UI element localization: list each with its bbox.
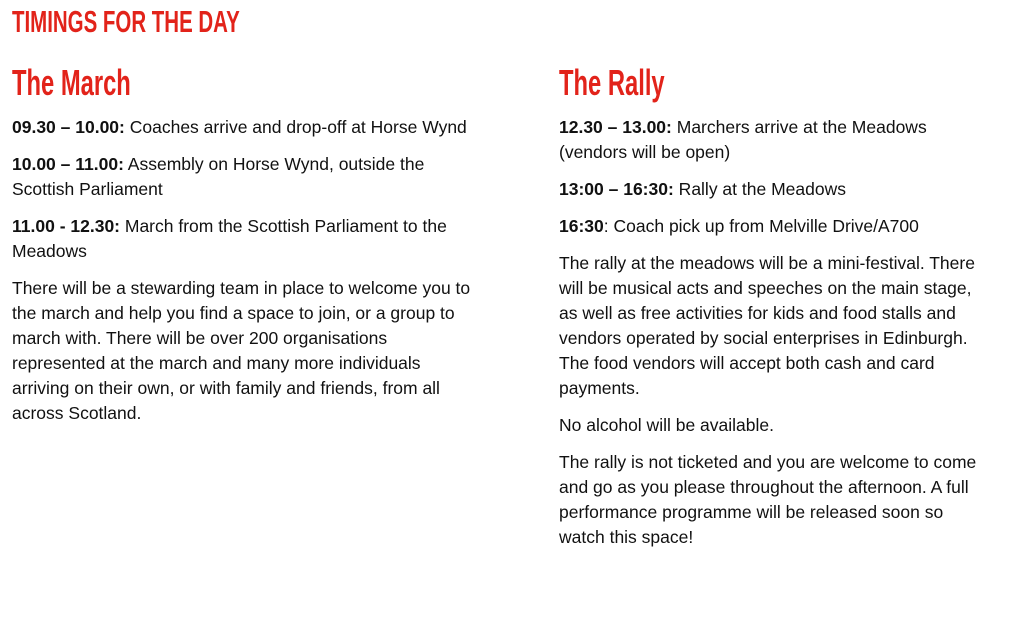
rally-schedule-item xyxy=(559,214,989,239)
schedule-time: 10.00 – 11.00: xyxy=(12,154,124,174)
march-description: There will be a stewarding team in place to welcome you to the march and help you find a space to join, or a group to march with. There will be over 200 organisations represented at the march and many more individuals arriving on their own, or with family and friends, from all across Scotland. xyxy=(12,278,471,423)
schedule-text: March from the Scottish Parliament to the Meadows xyxy=(12,216,447,261)
page-heading: TIMINGS FOR THE DAY xyxy=(12,4,240,39)
rally-schedule-item xyxy=(559,115,989,165)
march-title: The March xyxy=(12,62,131,103)
rally-paragraph: The rally at the meadows will be a mini-festival. There will be musical acts and speeches on the main stage, as well as free activities for kids and food stalls and vendors operated by social enterprises in Edinburgh. The food vendors will accept both cash and card payments. xyxy=(559,253,975,398)
schedule-text: : Coach pick up from Melville Drive/A700 xyxy=(603,216,919,236)
schedule-text: Rally at the Meadows xyxy=(673,179,846,199)
march-schedule-item xyxy=(12,214,472,264)
schedule-text: Assembly on Horse Wynd, outside the Scottish Parliament xyxy=(12,154,425,199)
rally-section xyxy=(559,63,989,562)
schedule-text: Marchers arrive at the Meadows (vendors will be open) xyxy=(559,117,927,162)
schedule-time: 16:30 xyxy=(559,216,604,236)
march-schedule-item xyxy=(12,115,472,140)
schedule-time: 12.30 – 13.00: xyxy=(559,117,672,137)
march-section xyxy=(12,63,472,438)
schedule-text: Coaches arrive and drop-off at Horse Wynd xyxy=(124,117,467,137)
rally-paragraph: No alcohol will be available. xyxy=(559,415,774,435)
rally-paragraph: The rally is not ticketed and you are welcome to come and go as you please throughout the afternoon. A full performance programme will be released soon so watch this space! xyxy=(559,452,977,547)
rally-schedule-item xyxy=(559,177,989,202)
schedule-time: 11.00 - 12.30: xyxy=(12,216,120,236)
schedule-time: 13:00 – 16:30: xyxy=(559,179,674,199)
rally-title: The Rally xyxy=(559,62,665,103)
schedule-time: 09.30 – 10.00: xyxy=(12,117,125,137)
march-schedule-item xyxy=(12,152,472,202)
